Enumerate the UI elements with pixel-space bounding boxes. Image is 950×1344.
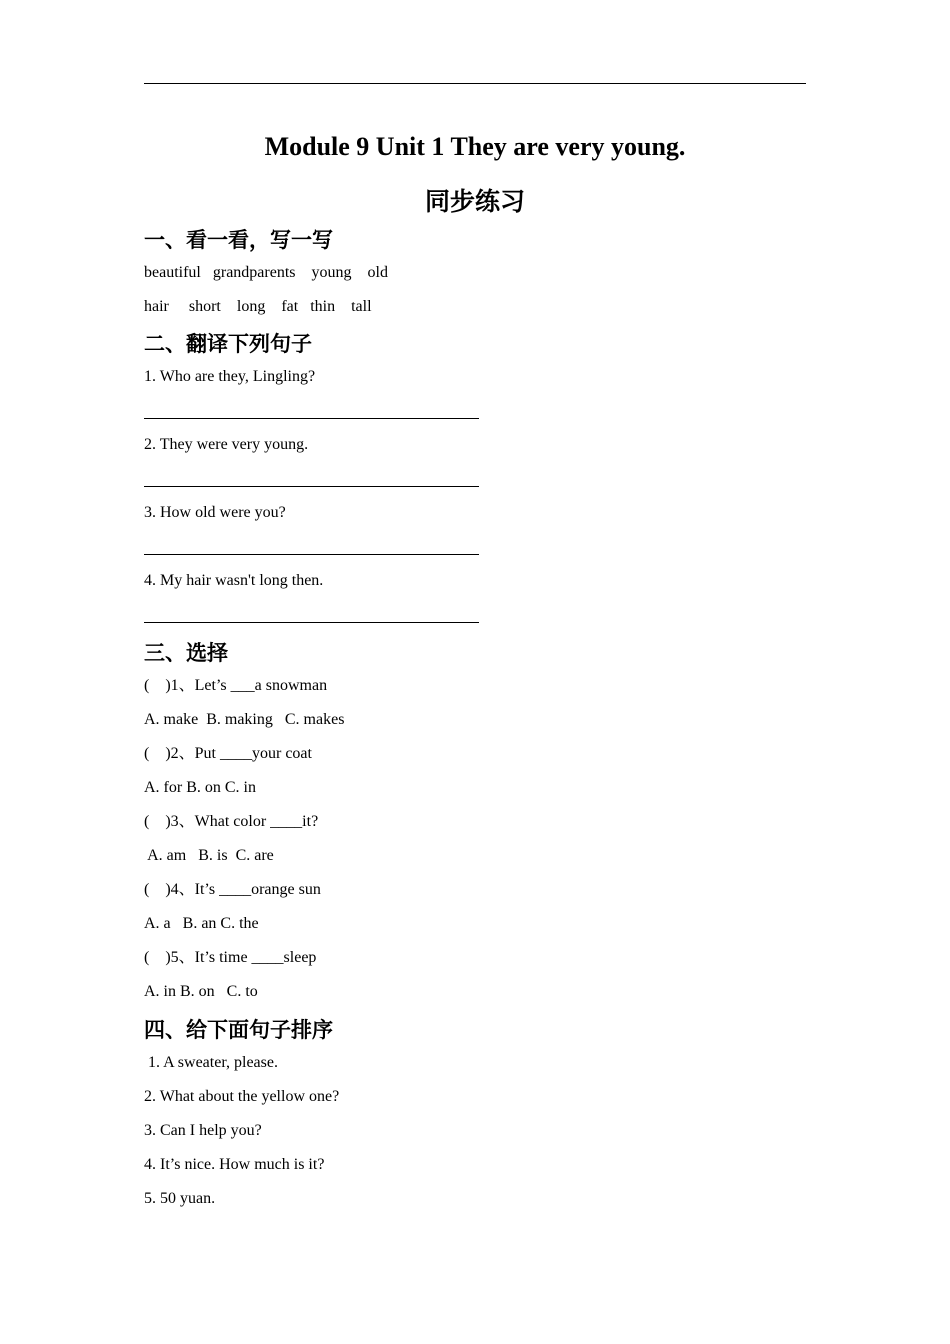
section3-heading: 三、选择	[144, 641, 228, 665]
choice-options: A. in B. on C. to	[144, 983, 258, 1000]
translate-item: 4. My hair wasn't long then.	[144, 572, 324, 589]
choice-question: ( )5、It’s time ____sleep	[144, 949, 317, 966]
choice-question: ( )1、Let’s ___a snowman	[144, 677, 328, 694]
choice-options: A. make B. making C. makes	[144, 711, 345, 728]
page-subtitle: 同步练习	[424, 187, 525, 216]
choice-question: ( )3、What color ____it?	[144, 813, 319, 830]
order-item: 2. What about the yellow one?	[144, 1088, 340, 1105]
word-row: beautiful grandparents young old	[144, 264, 388, 281]
answer-line[interactable]	[144, 418, 479, 419]
choice-options: A. for B. on C. in	[144, 779, 256, 796]
header-rule	[144, 83, 806, 84]
choice-question: ( )4、It’s ____orange sun	[144, 881, 321, 898]
answer-line[interactable]	[144, 554, 479, 555]
translate-item: 2. They were very young.	[144, 436, 309, 453]
section2-heading: 二、翻译下列句子	[144, 332, 312, 356]
section1-heading: 一、看一看，写一写	[144, 228, 333, 252]
order-item: 3. Can I help you?	[144, 1122, 262, 1139]
choice-options: A. am B. is C. are	[144, 847, 274, 864]
translate-item: 3. How old were you?	[144, 504, 286, 521]
word-row: hair short long fat thin tall	[144, 298, 372, 315]
section4-heading: 四、给下面句子排序	[144, 1018, 333, 1042]
order-item: 1. A sweater, please.	[144, 1054, 278, 1071]
answer-line[interactable]	[144, 622, 479, 623]
page-title: Module 9 Unit 1 They are very young.	[264, 132, 686, 161]
choice-question: ( )2、Put ____your coat	[144, 745, 312, 762]
choice-options: A. a B. an C. the	[144, 915, 259, 932]
answer-line[interactable]	[144, 486, 479, 487]
translate-item: 1. Who are they, Lingling?	[144, 368, 316, 385]
order-item: 4. It’s nice. How much is it?	[144, 1156, 325, 1173]
order-item: 5. 50 yuan.	[144, 1190, 216, 1207]
